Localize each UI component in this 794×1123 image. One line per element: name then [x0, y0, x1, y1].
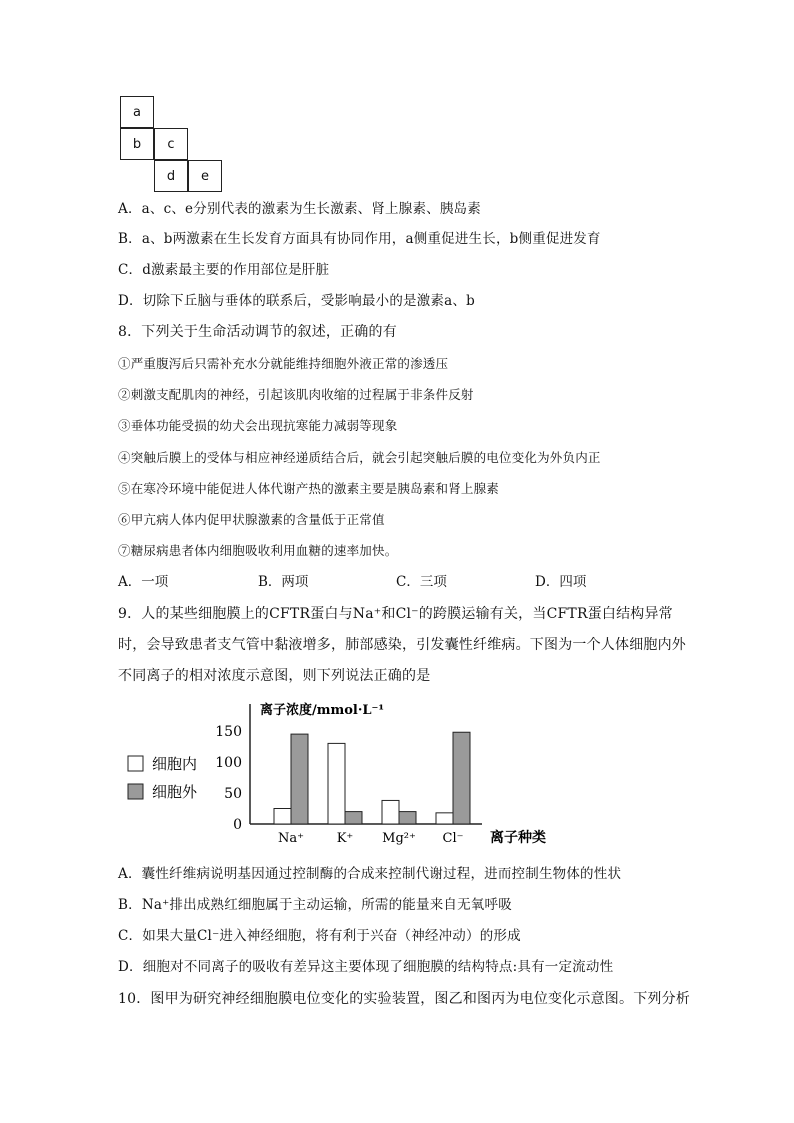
- bar-outside-0: [291, 734, 308, 824]
- legend-label-outside: 细胞外: [152, 783, 198, 801]
- q8-item-4: ④突触后膜上的受体与相应神经递质结合后，就会引起突触后膜的电位变化为外负内正: [118, 450, 601, 465]
- q7-option-d: D．切除下丘脑与垂体的联系后，受影响最小的是激素a、b: [118, 293, 475, 309]
- q9-option-a: A．囊性纤维病说明基因通过控制酶的合成来控制代谢过程，进而控制生物体的性状: [118, 866, 622, 882]
- bar-inside-2: [382, 800, 399, 824]
- y-tick-label: 100: [215, 755, 242, 771]
- q8-item-3: ③垂体功能受损的幼犬会出现抗寒能力减弱等现象: [118, 418, 398, 433]
- y-tick-label: 0: [233, 817, 242, 833]
- x-tick-label: K⁺: [336, 831, 354, 846]
- q8-option-a: A．一项: [118, 574, 169, 590]
- figure-cell-b: b: [120, 128, 154, 160]
- q8-item-2: ②刺激支配肌肉的神经，引起该肌肉收缩的过程属于非条件反射: [118, 387, 474, 402]
- y-tick-label: 150: [215, 724, 242, 740]
- x-tick-label: Na⁺: [278, 831, 304, 846]
- legend-swatch-inside: [128, 756, 143, 771]
- q8-stem: 8．下列关于生命活动调节的叙述，正确的有: [118, 324, 397, 340]
- legend-label-inside: 细胞内: [152, 755, 198, 773]
- legend-swatch-outside: [128, 784, 143, 799]
- figure-cell-e: e: [188, 160, 222, 192]
- q7-option-a: A．a、c、e分别代表的激素为生长激素、肾上腺素、胰岛素: [118, 201, 481, 217]
- q9-option-b: B．Na⁺排出成熟红细胞属于主动运输，所需的能量来自无氧呼吸: [118, 897, 512, 913]
- bar-outside-3: [453, 732, 470, 824]
- q9-stem-line-3: 不同离子的相对浓度示意图，则下列说法正确的是: [118, 668, 431, 684]
- y-tick-label: 50: [224, 786, 242, 802]
- q8-item-6: ⑥甲亢病人体内促甲状腺激素的含量低于正常值: [118, 512, 385, 527]
- bar-outside-2: [399, 812, 416, 824]
- figure-cell-d: d: [154, 160, 188, 192]
- q7-option-b: B．a、b两激素在生长发育方面具有协同作用，a侧重促进生长，b侧重促进发育: [118, 231, 601, 247]
- x-tick-label: Cl⁻: [442, 831, 464, 846]
- q8-item-1: ①严重腹泻后只需补充水分就能维持细胞外液正常的渗透压: [118, 356, 449, 371]
- bar-inside-0: [274, 809, 291, 825]
- x-tick-label: Mg²⁺: [382, 831, 416, 846]
- y-axis-label: 离子浓度/mmol·L⁻¹: [260, 703, 385, 718]
- q8-item-5: ⑤在寒冷环境中能促进人体代谢产热的激素主要是胰岛素和肾上腺素: [118, 481, 500, 496]
- ion-concentration-chart: [118, 696, 568, 856]
- figure-cell-a: a: [120, 96, 154, 128]
- q9-option-d: D．细胞对不同离子的吸收有差异这主要体现了细胞膜的结构特点:具有一定流动性: [118, 959, 614, 975]
- q8-option-b: B．两项: [258, 574, 309, 590]
- bar-inside-1: [328, 743, 345, 824]
- x-axis-label: 离子种类: [490, 830, 546, 846]
- q8-item-7: ⑦糖尿病患者体内细胞吸收利用血糖的速率加快。: [118, 543, 398, 558]
- q9-option-c: C．如果大量Cl⁻进入神经细胞，将有利于兴奋（神经冲动）的形成: [118, 928, 521, 944]
- q8-option-c: C．三项: [396, 574, 447, 590]
- q9-stem-line-1: 9．人的某些细胞膜上的CFTR蛋白与Na⁺和Cl⁻的跨膜运输有关，当CFTR蛋白结构异常: [118, 606, 673, 622]
- q9-stem-line-2: 时，会导致患者支气管中黏液增多，肺部感染，引发囊性纤维病。下图为一个人体细胞内外: [118, 637, 686, 653]
- q7-option-c: C．d激素最主要的作用部位是肝脏: [118, 262, 330, 278]
- figure-cell-c: c: [154, 128, 188, 160]
- q10-stem: 10．图甲为研究神经细胞膜电位变化的实验装置，图乙和图丙为电位变化示意图。下列分析: [118, 991, 691, 1007]
- q8-option-d: D．四项: [535, 574, 587, 590]
- bar-outside-1: [345, 812, 362, 824]
- bar-inside-3: [436, 813, 453, 824]
